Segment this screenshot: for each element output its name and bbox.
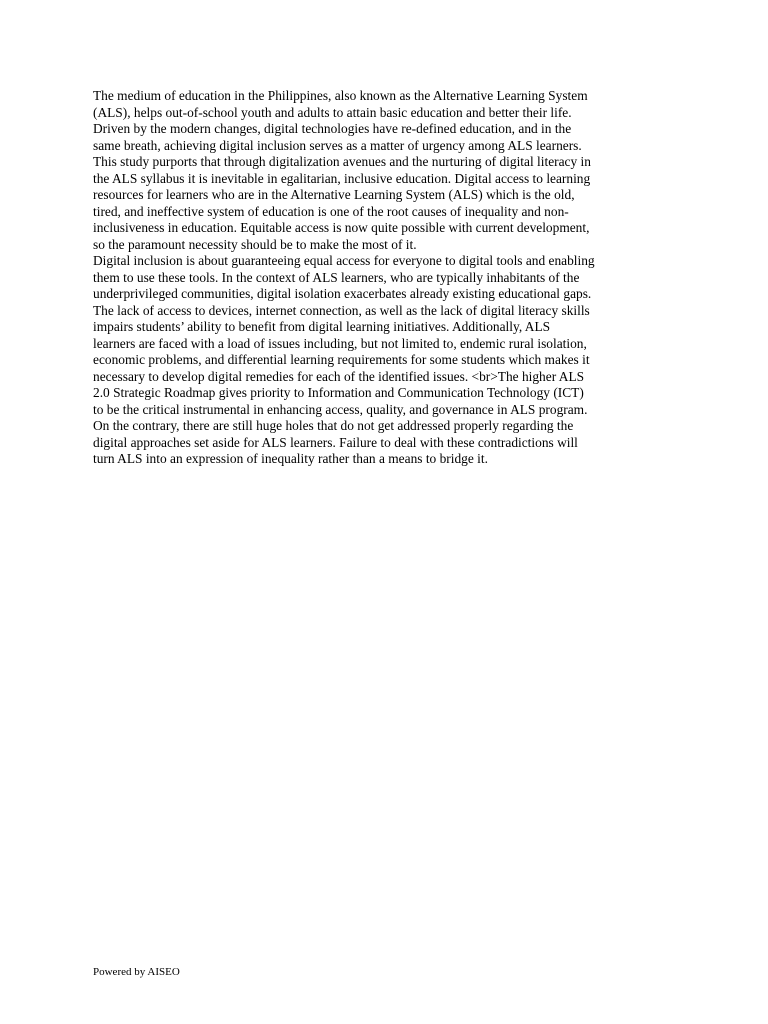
paragraph-digital-inclusion: Digital inclusion is about guaranteeing equal access for everyone to digital tools and enabling them to use these tools. In the context of ALS learners, who are typically inhabitants of the underprivileged communities, digital isolation exacerbates already existing educational gaps. The lack of access to devices, internet connection, as well as the lack of digital literacy skills impairs students’ ability to benefit from digital learning initiatives. Additionally, ALS learners are faced with a load of issues including, but not limited to, endemic rural isolation, economic problems, and differential learning requirements for some students which makes it necessary to develop digital remedies for each of the identified issues. <br>The higher ALS 2.0 Strategic Roadmap gives priority to Information and Communication Technology (ICT) to be the critical instrumental in enhancing access, quality, and governance in ALS program. On the contrary, there are still huge holes that do not get addressed properly regarding the digital approaches set aside for ALS learners. Failure to deal with these contradictions will turn ALS into an expression of inequality rather than a means to bridge it.: [93, 253, 595, 466]
paragraph-intro: The medium of education in the Philippines, also known as the Alternative Learning System (ALS), helps out-of-school youth and adults to attain basic education and better their life. Driven by the modern changes, digital technologies have re-defined education, and in the same breath, achieving digital inclusion serves as a matter of urgency among ALS learners. This study purports that through digitalization avenues and the nurturing of digital literacy in the ALS syllabus it is inevitable in egalitarian, inclusive education. Digital access to learning resources for learners who are in the Alternative Learning System (ALS) which is the old, tired, and ineffective system of education is one of the root causes of inequality and non- inclusiveness in education. Equitable access is now quite possible with current development, so the paramount necessity should be to make the most of it.: [93, 88, 591, 252]
document-body: [93, 88, 677, 468]
footer-powered-by: Powered by AISEO: [93, 966, 180, 978]
